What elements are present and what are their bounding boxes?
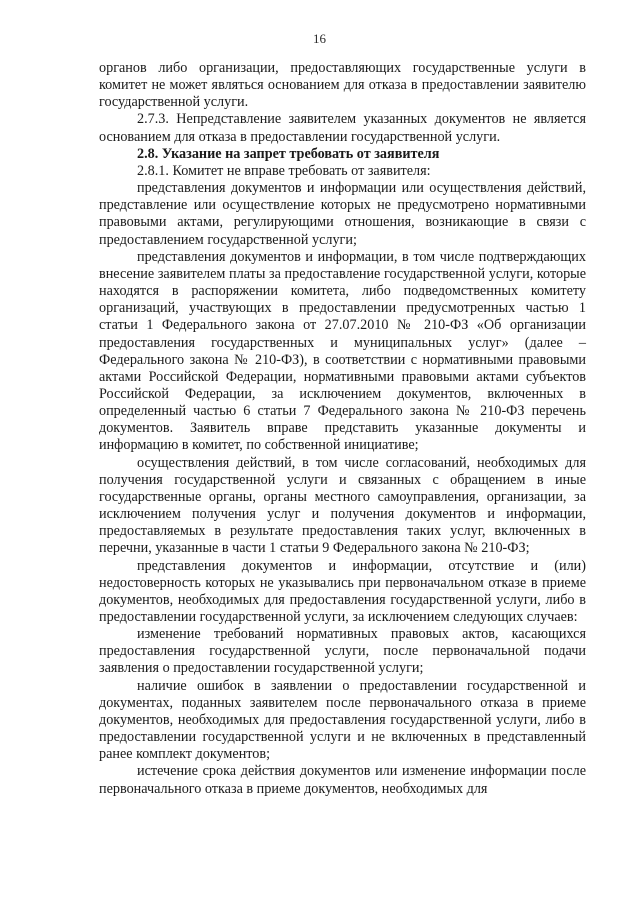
exception-application-errors: наличие ошибок в заявлении о предоставлении государственной и документах, поданных заявителем после первоначального отказа в приеме документов, необходимых для предоставления государственной услуги, либо в предоставлении государственной услуги и не включенных в представленный ранее комплект документов; [99,677,586,763]
section-heading-2-8: 2.8. Указание на запрет требовать от заявителя [137,145,440,162]
paragraph-continuation: органов либо организации, предоставляющих государственные услуги в комитет не может являться основанием для отказа в предоставлении заявителю государственной услуги. [99,60,586,111]
list-item-approvals: осуществления действий, в том числе согласований, необходимых для получения государственной услуги и связанных с обращением в иные государственные органы, органы местного самоуправления, организации, за исключением получения услуг и получения документов и информации, предоставляемых в результате предоставления таких услуг, включенных в перечни, указанные в части 1 статьи 9 Федерального закона № 210-ФЗ; [99,454,586,557]
exception-document-expiry: истечение срока действия документов или изменение информации после первоначального отказа в приеме документов, необходимых для [99,763,586,797]
paragraph-2-8-1: 2.8.1. Комитет не вправе требовать от заявителя: [137,162,431,179]
list-item-documents-in-possession: представления документов и информации, в том числе подтверждающих внесение заявителем платы за предоставление государственной услуги, которые находятся в распоряжении комитета, либо подведомственных комитету организаций, участвующих в предоставлении предусмотренных частью 1 статьи 1 Федерального закона от 27.07.2010 № 210-ФЗ «Об организации предоставления государственных и муниципальных услуг» (далее – Федерального закона № 210-ФЗ), в соответствии с нормативными правовыми актами Российской Федерации, нормативными правовыми актами субъектов Российской Федерации, за исключением документов, включенных в определенный частью 6 статьи 7 Федерального закона № 210-ФЗ перечень документов. Заявитель вправе представить указанные документы и информацию в комитет, по собственной инициативе; [99,248,586,454]
list-item-documents-actions: представления документов и информации или осуществления действий, представление или осуществление которых не предусмотрено нормативными правовыми актами, регулирующими отношения, возникающие в связи с предоставлением государственной услуги; [99,180,586,248]
list-item-missing-documents: представления документов и информации, отсутствие и (или) недостоверность которых не указывались при первоначальном отказе в приеме документов, необходимых для предоставления государственной услуги, либо в предоставлении государственной услуги, за исключением следующих случаев: [99,557,586,625]
page-number: 16 [313,31,326,46]
document-body [99,60,586,798]
exception-regulation-change: изменение требований нормативных правовых актов, касающихся предоставления государственной услуги, после первоначальной подачи заявления о предоставлении государственной услуги; [99,626,586,677]
paragraph-2-7-3: 2.7.3. Непредставление заявителем указанных документов не является основанием для отказа в предоставлении государственной услуги. [99,111,586,145]
